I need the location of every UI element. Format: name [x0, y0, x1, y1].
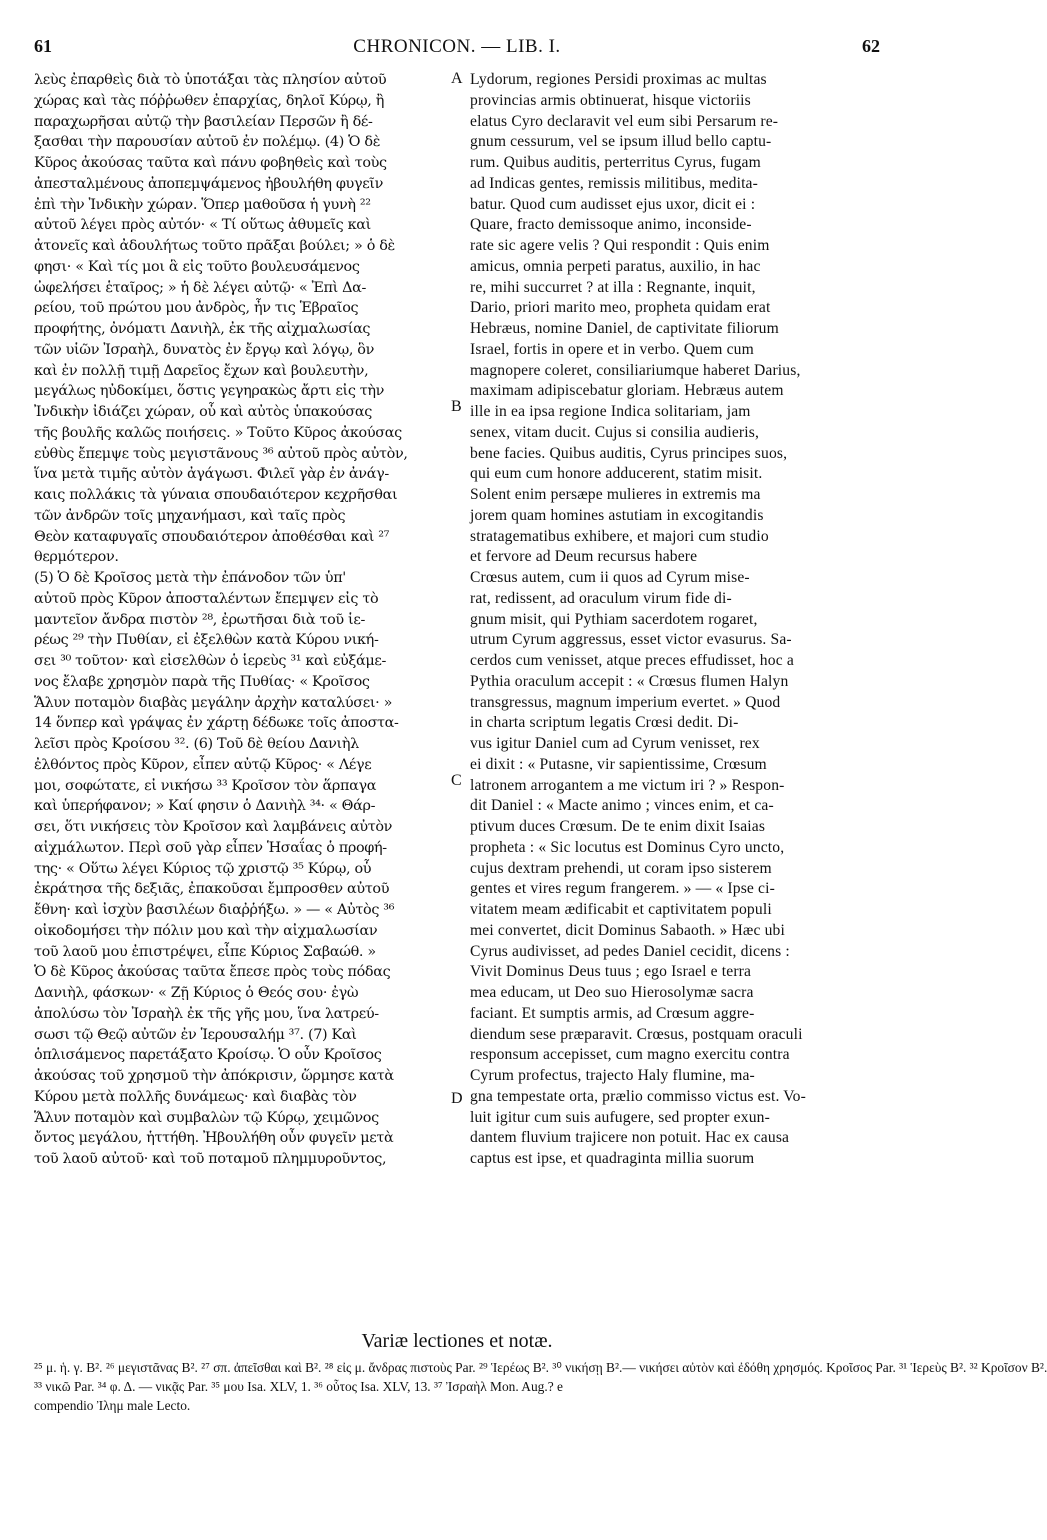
latin-text-line: vitatem meam ædificabit et captivitatem populi — [470, 901, 772, 918]
latin-text-line: responsum accepisset, cum magno exercitu contra — [470, 1046, 790, 1064]
latin-text-line: rum. Quibus auditis, perterritus Cyrus, fugam — [470, 154, 761, 171]
latin-text-line: rat, redissent, ad oraculum virum fide di- — [470, 589, 732, 607]
latin-text-line: provincias armis obtinuerat, hisque victoriis — [470, 91, 751, 109]
greek-text-line: νος ἔλαβε χρησμὸν παρὰ τῆς Πυθίας· « Κροῖσος — [34, 673, 370, 690]
greek-text-line: ξασθαι τὴν παρουσίαν αὐτοῦ ἐν πολέμῳ. (4) Ὁ δὲ — [34, 134, 381, 151]
latin-text-line: rate sic agere velis ? Qui respondit : Quis enim — [470, 237, 770, 254]
greek-text-line: αὐτοῦ λέγει πρὸς αὐτόν· « Τί οὕτως ἀθυμεῖς καὶ — [34, 217, 371, 234]
greek-text-line: προφήτης, ὀνόματι Δανιὴλ, ἐκ τῆς αἰχμαλωσίας — [34, 321, 371, 337]
greek-text-line: Κύρου μετὰ πολλῆς δυνάμεως· καὶ διαβὰς τὸν — [34, 1088, 357, 1105]
latin-text-line: Cyrum profectus, trajecto Haly flumine, ma- — [470, 1067, 755, 1084]
greek-text-line: ἀτονεῖς καὶ ἀδουλήτως τοῦτο πρᾶξαι βούλει; » ὁ δὲ — [34, 238, 395, 254]
latin-text-line: mei convertet, dicit Dominus Sabaoth. » Hæc ubi — [470, 921, 785, 939]
greek-text-line: μεγάλως ηὐδοκίμει, ὅστις γεγηρακὼς ἄρτι εἰς τὴν — [34, 383, 385, 400]
greek-text-line: Δανιὴλ, φάσκων· « Ζῇ Κύριος ὁ Θεός σου· ἐγὼ — [34, 985, 359, 1001]
latin-text-line: senex, vitam ducit. Cujus si consilia audieris, — [470, 423, 759, 441]
running-header — [34, 36, 880, 60]
greek-text-line: χώρας καὶ τὰς πόῤῥωθεν ἐπαρχίας, δηλοῖ Κύρῳ, ἢ — [34, 92, 385, 109]
latin-text-line: diendum sese præparavit. Crœsus, postquam oraculi — [470, 1025, 803, 1043]
latin-text-line: gna tempestate orta, prælio commisso victus est. Vo- — [470, 1087, 806, 1105]
greek-text-line: αὐτοῦ πρὸς Κῦρον ἀποσταλέντων ἔπεμψεν εἰς τὸ — [34, 590, 379, 607]
latin-text-line: gentes et vires regum frangerem. » — « Ipse ci- — [470, 880, 775, 898]
greek-text-line: Θεὸν καταφυγαῖς σπουδαιότερον ἀποθέσθαι καὶ ²⁷ — [34, 528, 390, 545]
latin-text-line: Solent enim persæpe mulieres in extremis ma — [470, 486, 761, 503]
latin-text-line: et fervore ad Deum recursus habere — [470, 548, 698, 566]
latin-text-line: cerdos cum venisset, atque preces effudisset, hoc a — [470, 652, 794, 669]
margin-letter-c: C — [451, 772, 462, 789]
greek-text-line: ἐκράτησα τῆς δεξιᾶς, ἐπακοῦσαι ἔμπροσθεν αὐτοῦ — [34, 881, 390, 898]
latin-text-line: re, mihi succurret ? at illa : Regnante, inquit, — [470, 278, 756, 296]
latin-text-line: faciant. Et sumptis armis, ad Crœsum aggre- — [470, 1004, 755, 1022]
latin-text-line: ptivum duces Crœsum. De te enim dixit Isaias — [470, 818, 766, 835]
greek-text-line: εὐθὺς ἔπεμψε τοὺς μεγιστᾶνους ³⁶ αὐτοῦ πρὸς αὐτὸν, — [34, 445, 408, 462]
latin-text-line: cujus dextram prehendi, ut coram ipso sisterem — [470, 859, 772, 877]
latin-text-line: maximam adipiscebatur gloriam. Hebræus autem — [470, 382, 784, 400]
greek-text-line: ἀπεσταλμένους ἀποπεμψάμενος ἠβουλήθη φυγεῖν — [34, 175, 383, 192]
greek-text-line: μοι, σοφώτατε, εἰ νικήσω ³³ Κροῖσον τὸν ἅρπαγα — [34, 777, 377, 794]
greek-text-line: τῆς βουλῆς καλῶς ποιήσεις. » Τοῦτο Κῦρος ἀκούσας — [34, 424, 402, 441]
latin-text-line: gnum misit, qui Pythiam sacerdotem rogaret, — [470, 610, 758, 628]
notes-title: Variæ lectiones et notæ. — [361, 1330, 553, 1352]
latin-text-line: Israel, fortis in opere et in verbo. Quem cum — [470, 340, 754, 358]
latin-text-line: dantem fluvium trajicere non potuit. Hac ex causa — [470, 1129, 790, 1147]
latin-text-line: amicus, omnia perpeti paratus, auxilio, in hac — [470, 257, 761, 275]
latin-text-line: ei dixit : « Putasne, vir sapientissime, Crœsum — [470, 755, 767, 773]
latin-text-line: elatus Cyro declaravit vel eum sibi Persarum re- — [470, 112, 779, 130]
greek-text-line: καὶ ἐν πολλῇ τιμῇ Δαρεῖος ἔχων καὶ βουλευτὴν, — [34, 362, 369, 379]
note-line: compendio Ἰλημ male Lecto. — [34, 1398, 191, 1413]
greek-text-column — [34, 70, 448, 1330]
latin-text-line: propheta : « Sic locutus est Dominus Cyro uncto, — [470, 838, 785, 856]
margin-letter-d: D — [451, 1090, 463, 1107]
latin-text-line: jorem quam homines astutiam in excogitandis — [470, 506, 764, 524]
latin-text-line: latronem arrogantem a me victum iri ? » Respon- — [470, 776, 785, 794]
latin-text-line: ad Indicas gentes, remissis militibus, medita- — [470, 174, 758, 192]
latin-text-line: Lydorum, regiones Persidi proximas ac multas — [470, 71, 767, 88]
latin-text-line: dit Daniel : « Macte animo ; vinces enim, et ca- — [470, 797, 774, 815]
greek-text-line: μαντεῖον ἄνδρα πιστὸν ²⁸, ἐρωτῆσαι διὰ τοῦ ἱε- — [34, 611, 365, 628]
margin-letter-b: B — [451, 398, 462, 415]
latin-text-line: mea educam, ut Deo suo Hierosolymæ sacra — [470, 984, 754, 1001]
latin-text-line: Dario, priori marito meo, propheta quidam erat — [470, 299, 771, 317]
latin-text-line: vus igitur Daniel cum ad Cyrum venisset, rex — [470, 735, 760, 752]
greek-text-line: Ἅλυν ποταμὸν καὶ συμβαλὼν τῷ Κύρῳ, χειμῶνος — [34, 1109, 379, 1126]
greek-text-line: ἀκούσας τοῦ χρησμοῦ τὴν ἀπόκρισιν, ὥρμησε κατὰ — [34, 1068, 394, 1084]
greek-text-line: φησι· « Καὶ τίς μοι ἃ εἰς τοῦτο βουλευσάμενος — [34, 258, 360, 275]
latin-text-line: magnopere coleret, consiliariumque haberet Darius, — [470, 361, 801, 379]
greek-text-line: λεῖσι πρὸς Κροίσου ³². (6) Τοῦ δὲ θείου Δανιὴλ — [34, 736, 359, 752]
greek-text-line: ρέως ²⁹ τὴν Πυθίαν, εἰ ἐξελθὼν κατὰ Κύρου νική- — [34, 632, 379, 649]
greek-text-line: ὄντος μεγάλου, ἡττήθη. Ἠβουλήθη οὖν φυγεῖν μετὰ — [34, 1130, 394, 1147]
greek-text-line: Ἰνδικὴν ἰδιάζει χώραν, οὗ καὶ αὐτὸς ὑπακούσας — [34, 404, 372, 420]
greek-text-line: ρείου, τοῦ πρώτου μου ἀνδρὸς, ἦν τις Ἑβραῖος — [34, 300, 359, 317]
greek-text-line: ἐπὶ τὴν Ἰνδικὴν χώραν. Ὅπερ μαθοῦσα ἡ γυνὴ ²² — [34, 196, 371, 213]
greek-text-line: τῶν υἱῶν Ἰσραὴλ, δυνατὸς ἐν ἔργῳ καὶ λόγῳ, ὃν — [34, 341, 374, 358]
greek-text-line: Κῦρος ἀκούσας ταῦτα καὶ πάνυ φοβηθεὶς καὶ τοὺς — [34, 155, 387, 171]
greek-text-line: αἰχμάλωτον. Περὶ σοῦ γὰρ εἶπεν Ἡσαΐας ὁ προφή- — [34, 839, 387, 856]
note-line: ³³ νικῶ Par. ³⁴ φ. Δ. — νικᾷς Par. ³⁵ μου Isa. XLV, 1. ³⁶ οὗτος Isa. XLV, 13. ³⁷ Ἰσραὴλ Mon. Aug.? e — [34, 1379, 563, 1394]
variant-readings-notes — [34, 1358, 1047, 1415]
latin-text-line: Hebræus, nomine Daniel, de captivitate filiorum — [470, 320, 779, 337]
greek-text-line: οἰκοδομήσει τὴν πόλιν μου καὶ τὴν αἰχμαλωσίαν — [34, 922, 378, 939]
latin-text-line: captus est ipse, et quadraginta millia suorum — [470, 1150, 755, 1167]
note-line: ²⁵ μ. ἡ. γ. B². ²⁶ μεγιστᾶνας B². ²⁷ σπ. ἀπεῖσθαι καὶ B². ²⁸ εἰς μ. ἄνδρας πιστοὺς Par. ²⁹ Ἱερέως B². ³⁰ νικήσῃ B².— νικήσει αὐτὸν καὶ ἐδόθη χρησμός. Κροῖσος Par. ³¹ Ἱερεὺς B². ³² Κροῖσον B². — [34, 1360, 1047, 1375]
greek-text-line: σωσι τῷ Θεῷ αὐτῶν ἐν Ἱερουσαλήμ ³⁷. (7) Καὶ — [34, 1026, 357, 1043]
greek-text-line: ἀπολύσω τὸν Ἰσραὴλ ἐκ τῆς γῆς μου, ἵνα λατρεύ- — [34, 1005, 379, 1022]
latin-text-line: Crœsus autem, cum ii quos ad Cyrum mise- — [470, 569, 750, 586]
latin-text-line: Pythia oraculum accepit : « Crœsus flumen Halyn — [470, 672, 789, 690]
greek-text-line: λεὺς ἐπαρθεὶς διὰ τὸ ὑποτάξαι τὰς πλησίον αὐτοῦ — [34, 72, 387, 88]
latin-text-line: Quare, fracto demissoque animo, inconside- — [470, 216, 752, 234]
greek-text-line: θερμότερον. — [34, 549, 119, 566]
greek-text-line: Ἅλυν ποταμὸν διαβὰς μεγάλην ἀρχὴν καταλύσει· » — [34, 694, 393, 711]
greek-text-line: τοῦ λαοῦ μου ἐπιστρέψει, εἶπε Κύριος Σαβαώθ. » — [34, 943, 376, 960]
page-number-right: 62 — [862, 36, 880, 56]
latin-text-line: utrum Cyrum aggressus, esset victor evasurus. Sa- — [470, 631, 792, 649]
greek-text-line: της· « Οὕτω λέγει Κύριος τῷ χριστῷ ³⁵ Κύρῳ, οὗ — [34, 860, 372, 877]
latin-text-line: in charta scriptum legatis Crœsi dedit. Di- — [470, 714, 739, 732]
greek-text-line: τῶν ἀνδρῶν τοῖς μηχανήμασι, καὶ ταῖς πρὸς — [34, 507, 346, 524]
latin-text-line: stratagematibus exhibere, et majori cum studio — [470, 527, 769, 545]
latin-text-line: Vivit Dominus Deus tuus ; ego Israel e terra — [470, 963, 752, 981]
greek-text-line: (5) Ὁ δὲ Κροῖσος μετὰ τὴν ἐπάνοδον τῶν ὑπ' — [34, 570, 346, 586]
margin-letter-a: A — [451, 70, 463, 87]
latin-text-column — [470, 70, 880, 1330]
greek-text-line: ἔθνη· καὶ ἰσχὺν βασιλέων διαῤῥήξω. » — « Αὐτὸς ³⁶ — [34, 902, 395, 918]
greek-text-line: ἐλθόντος πρὸς Κῦρον, εἶπεν αὐτῷ Κῦρος· « Λέγε — [34, 756, 372, 773]
greek-text-line: καις πολλάκις τὰ γύναια σπουδαιότερον κεχρῆσθαι — [34, 487, 398, 503]
latin-text-line: qui eum cum honore adducerent, statim misit. — [470, 465, 763, 483]
greek-text-line: τοῦ λαοῦ αὐτοῦ· καὶ τοῦ ποταμοῦ πλημμυροῦντος, — [34, 1151, 387, 1167]
latin-text-line: gnum cessurum, vel se ipsum illud bello captu- — [470, 133, 772, 151]
greek-text-line: ἵνα μετὰ τιμῆς αὐτὸν ἀγάγωσι. Φιλεῖ γὰρ ἐν ἀνάγ- — [34, 466, 389, 483]
latin-text-line: bene facies. Quibus auditis, Cyrus principes suos, — [470, 444, 788, 462]
greek-text-line: ὁπλισάμενος παρετάξατο Κροίσῳ. Ὁ οὖν Κροῖσος — [34, 1047, 382, 1064]
greek-text-line: καὶ ὑπερήφανον; » Καί φησιν ὁ Δανιὴλ ³⁴· « Θάρ- — [34, 798, 376, 815]
greek-text-line: 14 ὅνπερ καὶ γράψας ἐν χάρτῃ δέδωκε τοῖς ἀποστα- — [34, 715, 399, 732]
greek-text-line: σει ³⁰ τοῦτον· καὶ εἰσελθὼν ὁ ἱερεὺς ³¹ καὶ εὐξάμε- — [34, 653, 386, 669]
running-title: CHRONICON. — LIB. I. — [353, 36, 561, 57]
latin-text-line: transgressus, magnum imperium evertet. » Quod — [470, 693, 781, 711]
greek-text-line: σει, ὅτι νικήσεις τὸν Κροῖσον καὶ λαμβάνεις αὐτὸν — [34, 819, 393, 835]
latin-text-line: batur. Quod cum audisset ejus uxor, dicit ei : — [470, 195, 756, 213]
greek-text-line: Ὁ δὲ Κῦρος ἀκούσας ταῦτα ἔπεσε πρὸς τοὺς πόδας — [34, 964, 391, 981]
page-number-left: 61 — [34, 36, 52, 56]
greek-text-line: παραχωρῆσαι αὐτῷ τὴν βασιλείαν Περσῶν ἢ δέ- — [34, 113, 373, 130]
latin-text-line: luit igitur cum suis aufugere, sed propter exun- — [470, 1108, 770, 1126]
latin-text-line: Cyrus audivisset, ad pedes Daniel cecidit, dicens : — [470, 942, 790, 960]
latin-text-line: ille in ea ipsa regione Indica solitariam, jam — [470, 403, 751, 420]
greek-text-line: ὠφελήσει ἑταῖρος; » ἡ δὲ λέγει αὐτῷ· « Ἐπὶ Δα- — [34, 279, 367, 296]
